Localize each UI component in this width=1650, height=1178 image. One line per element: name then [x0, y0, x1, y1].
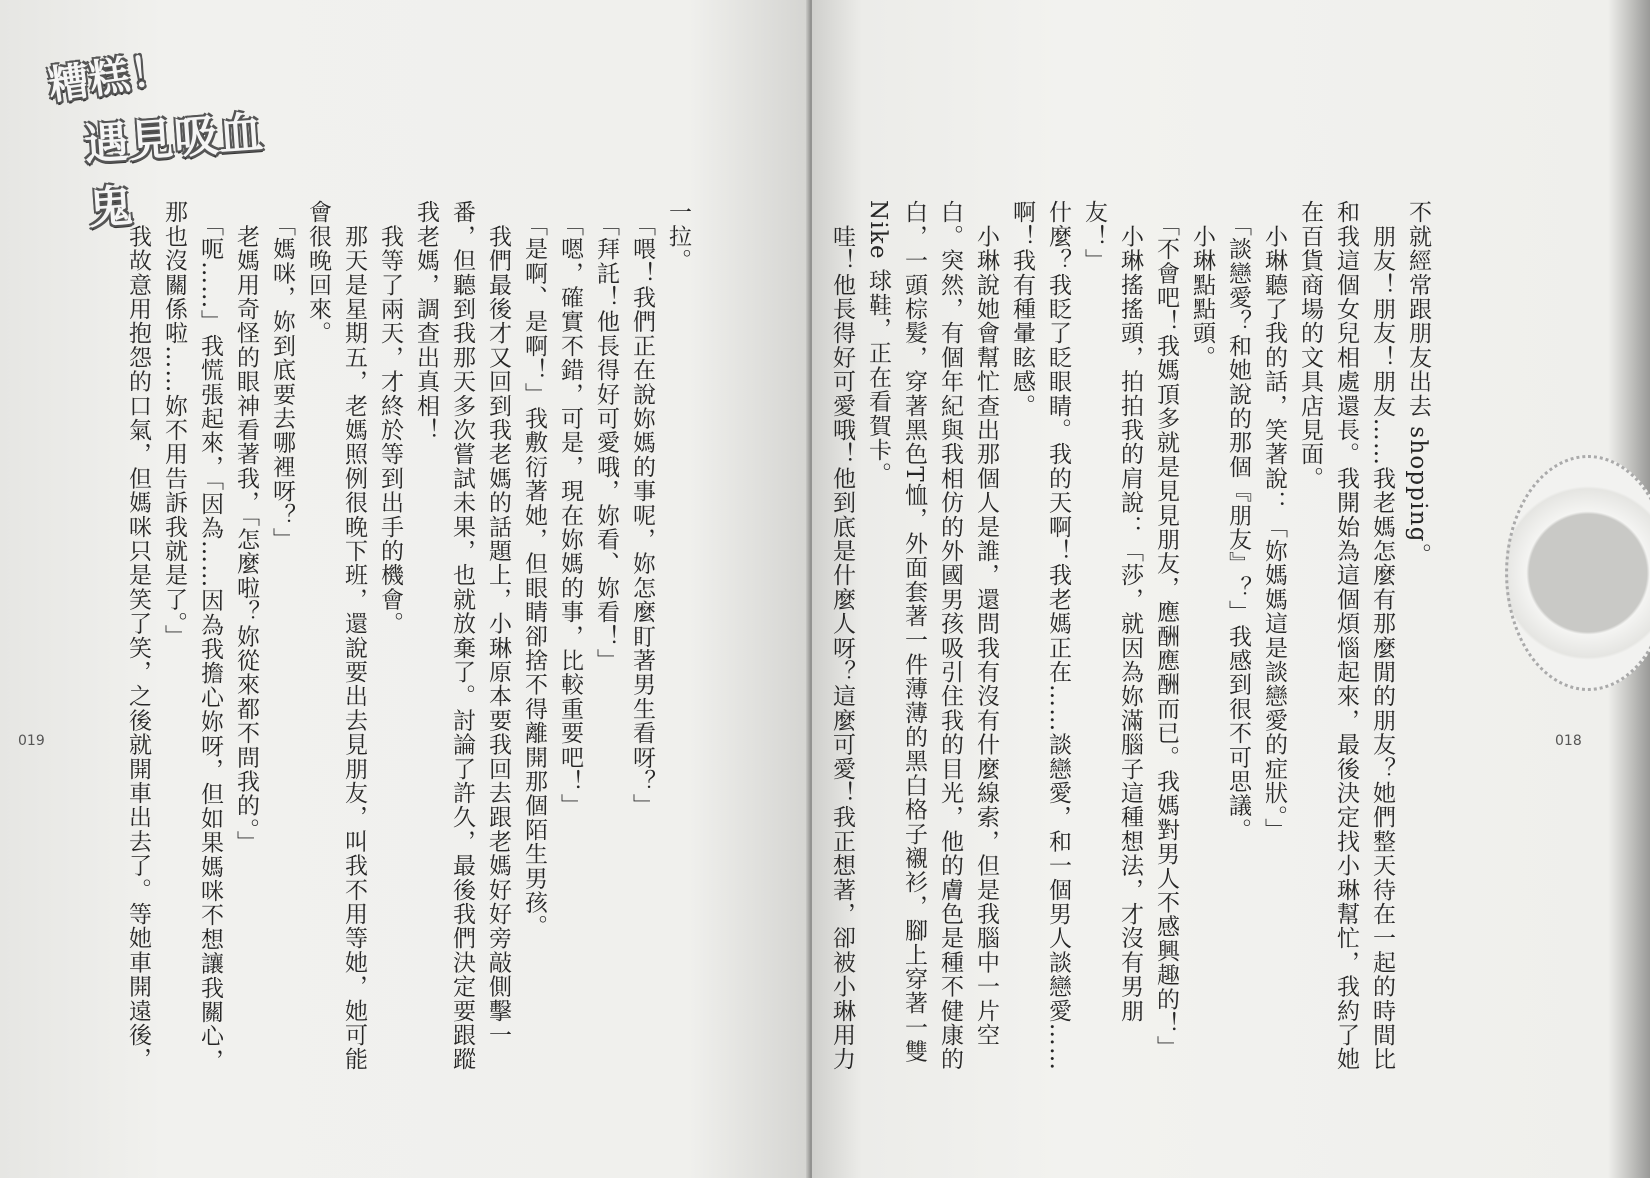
- page-number-left: 019: [18, 733, 45, 749]
- paragraph: 什麼？我眨了眨眼睛。我的天啊！我老媽正在……談戀愛，和一個男人談戀愛……啊！我有種暈眩感。: [1009, 200, 1071, 1072]
- paragraph: 老媽用奇怪的眼神看著我，「怎麼啦？妳從來都不問我的。」: [233, 200, 259, 855]
- paragraph: 小琳點點頭。: [1189, 200, 1215, 370]
- left-page: [0, 0, 810, 1178]
- paragraph: 「嗯，確實不錯，可是，現在妳媽的事，比較重要吧！」: [557, 200, 583, 818]
- left-page-text: [120, 200, 696, 1080]
- paragraph: 不就經常跟朋友出去 shopping。: [1405, 200, 1431, 567]
- paragraph: 哇！他長得好可愛哦！他到底是什麼人呀？這麼可愛！我正想著，卻被小琳用力: [829, 200, 855, 1072]
- logo-line-2: 遇見吸血鬼: [82, 107, 266, 235]
- paragraph: 「談戀愛？和她說的那個『朋友』？」我感到很不可思議。: [1225, 200, 1251, 842]
- paragraph: 我等了兩天，才終於等到出手的機會。: [377, 200, 403, 636]
- paragraph: 「喂！我們正在說妳媽的事呢，妳怎麼盯著男生看呀？」: [629, 200, 655, 818]
- paragraph: 「拜託！他長得好可愛哦，妳看、妳看！」: [593, 200, 619, 673]
- paragraph: 「是啊、是啊！」我敷衍著她，但眼睛卻捨不得離開那個陌生男孩。: [521, 200, 547, 939]
- right-page-text: [824, 200, 1436, 1080]
- faint-header-ornament: [1370, 55, 1570, 125]
- paragraph: 「媽咪，妳到底要去哪裡呀？」: [269, 200, 295, 552]
- paragraph: 一拉。: [665, 200, 691, 273]
- paragraph: 那天是星期五，老媽照例很晚下班，還說要出去見朋友，叫我不用等她，她可能會很晚回來。: [305, 200, 367, 1072]
- paragraph: 朋友！朋友！朋友……我老媽怎麼有那麼閒的朋友？她們整天待在一起的時間比和我這個女兒相處還長。我開始為這個煩惱起來，最後決定找小琳幫忙，我約了她在百貨商場的文具店見面。: [1297, 200, 1395, 1072]
- paragraph: 「不會吧！我媽頂多就是見見朋友，應酬應酬而已。我媽對男人不感興趣的！」: [1153, 200, 1179, 1060]
- page-number-right: 018: [1555, 733, 1582, 749]
- paragraph: 小琳搖搖頭，拍拍我的肩說：「莎，就因為妳滿腦子這種想法，才沒有男朋友！」: [1081, 200, 1143, 1023]
- paragraph: 小琳說她會幫忙查出那個人是誰，還問我有沒有什麼線索，但是我腦中一片空白。突然，有個年紀與我相仿的外國男孩吸引住我的目光，他的膚色是種不健康的白，一頭棕髮，穿著黑色T恤，外面套著一件薄薄的黑白格子襯衫，腳上穿著一雙 Nike 球鞋，正在看賀卡。: [865, 200, 999, 1072]
- logo-line-1: 糟糕！: [45, 45, 175, 110]
- book-logo: [30, 38, 280, 235]
- paragraph: 「呃……」我慌張起來，「因為……因為我擔心妳呀，但如果媽咪不想讓我關心，那也沒關係啦……妳不用告訴我就是了。」: [161, 200, 223, 1073]
- paragraph: 我們最後才又回到我老媽的話題上，小琳原本要我回去跟老媽好好旁敲側擊一番，但聽到我那天多次嘗試未果，也就放棄了。討論了許久，最後我們決定要跟蹤我老媽，調查出真相！: [413, 200, 511, 1072]
- paragraph: 我故意用抱怨的口氣，但媽咪只是笑了笑，之後就開車出去了。等她車開遠後，: [125, 200, 151, 1072]
- paragraph: 小琳聽了我的話，笑著說：「妳媽媽這是談戀愛的症狀。」: [1261, 200, 1287, 842]
